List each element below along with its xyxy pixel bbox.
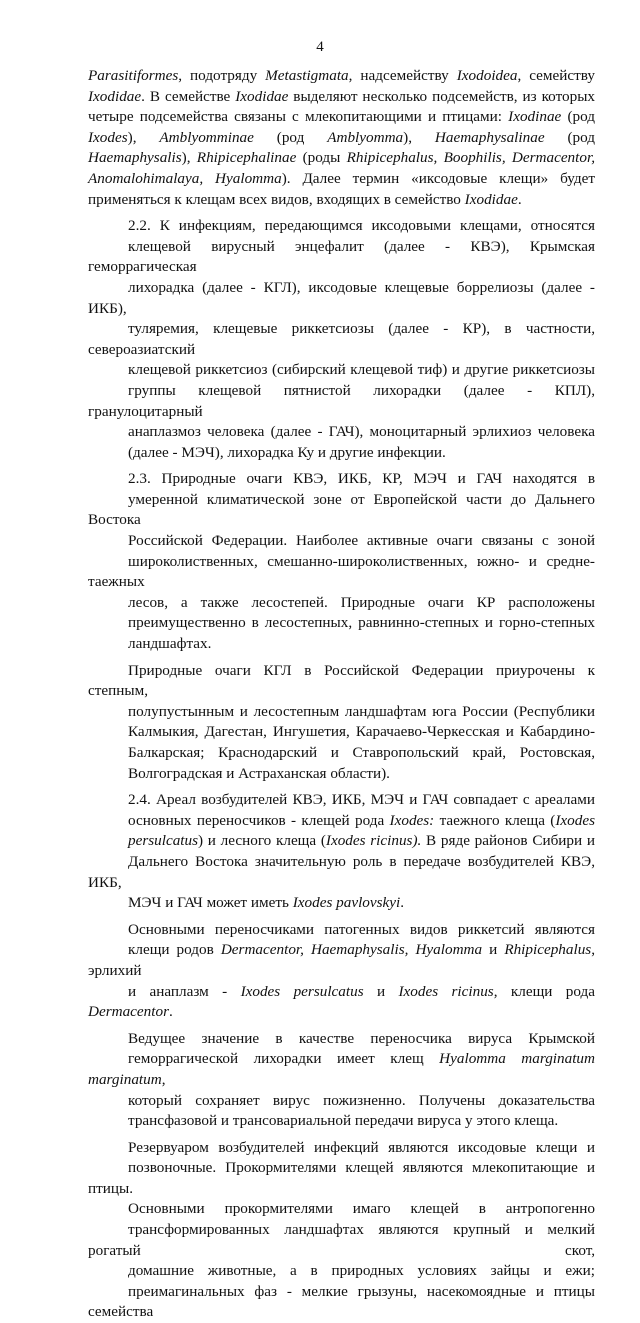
latin-term: Ixodes pavlovskyi xyxy=(292,894,401,912)
text-line xyxy=(88,190,595,211)
text-run: 2.4. Ареал возбудителей КВЭ, ИКБ, МЭЧ и ГАЧ совпадает с ареалами xyxy=(128,791,595,809)
text-run: (род xyxy=(544,128,595,146)
paragraph-2-4-range xyxy=(88,790,595,914)
text-run: МЭЧ и ГАЧ может иметь xyxy=(128,894,293,912)
text-run: . xyxy=(400,894,405,912)
text-line xyxy=(88,469,595,490)
paragraph-2-2-infections xyxy=(88,216,595,463)
text-run: ), xyxy=(403,128,435,146)
text-run: преимагинальных фаз - мелкие грызуны, насекомоядные и птицы семейства xyxy=(88,1282,595,1321)
text-run: туляремия, клещевые риккетсиозы (далее - КР), в частности, североазиатский xyxy=(88,320,595,358)
text-run: и анаплазм - xyxy=(128,982,241,1000)
text-line xyxy=(88,443,595,464)
text-run: . xyxy=(517,190,522,208)
text-line xyxy=(88,852,595,893)
text-run: трансформированных ландшафтах являются крупный и мелкий рогатый скот, xyxy=(88,1221,595,1259)
body-text xyxy=(88,66,595,1323)
text-run: , подотряду xyxy=(178,67,266,84)
text-run: преимущественно в лесостепных, равнинно-степных и горно-степных xyxy=(128,614,595,632)
text-run: позвоночные. Прокормителями клещей являются млекопитающие и птицы. xyxy=(88,1159,595,1197)
text-run: , семейству xyxy=(517,67,595,84)
text-line xyxy=(88,148,595,169)
latin-term: Ixodes xyxy=(555,811,596,829)
text-line xyxy=(88,381,595,422)
latin-term: Ixodes ricinus). xyxy=(325,832,422,850)
text-run: (далее - МЭЧ), лихорадка Ку и другие инфекции. xyxy=(128,443,446,461)
text-run: , клещи рода xyxy=(493,982,595,1000)
text-line xyxy=(88,702,595,723)
paragraph-reservoir xyxy=(88,1138,595,1323)
text-run: который сохраняет вирус пожизненно. Получены доказательства xyxy=(128,1091,595,1109)
text-line xyxy=(88,552,595,593)
text-line xyxy=(88,319,595,360)
latin-term: Ixodidae xyxy=(235,87,289,105)
text-line xyxy=(88,661,595,702)
text-run: лихорадка (далее - КГЛ), иксодовые клещевые боррелиозы (далее - ИКБ), xyxy=(88,278,595,317)
text-line xyxy=(88,1111,595,1132)
text-run: ), xyxy=(127,128,160,146)
text-line xyxy=(88,490,595,531)
text-line xyxy=(88,1282,595,1323)
text-line xyxy=(88,1091,595,1112)
latin-term: Rhipicephalus, Boophilis, Dermacentor, xyxy=(346,149,595,167)
text-run: таежного клеща ( xyxy=(434,811,556,829)
latin-term: Rhipicephalinae xyxy=(196,149,297,167)
text-line xyxy=(88,237,595,278)
text-run: анаплазмоз человека (далее - ГАЧ), моноцитарный эрлихиоз человека xyxy=(128,423,595,441)
text-line xyxy=(88,128,595,149)
text-run: полупустынным и лесостепным ландшафтам юга России (Республики xyxy=(128,702,595,720)
text-run: (род xyxy=(561,108,595,126)
text-line xyxy=(88,1220,595,1261)
text-line xyxy=(88,613,595,634)
latin-term: Parasitiformes xyxy=(88,67,179,84)
text-run: (род xyxy=(253,128,328,146)
paragraph-2-3-natural-foci xyxy=(88,469,595,654)
text-line xyxy=(88,1261,595,1282)
text-run: Дальнего Востока значительную роль в передаче возбудителей КВЭ, ИКБ, xyxy=(88,852,595,891)
text-line xyxy=(88,216,595,237)
text-run: и xyxy=(482,941,505,959)
latin-term: Dermacentor, Haemaphysalis, Hyalomma xyxy=(220,941,483,959)
text-run: группы клещевой пятнистой лихорадки (далее - КПЛ), гранулоцитарный xyxy=(88,381,595,420)
latin-term: Ixodidae xyxy=(88,87,142,105)
paragraph-kgl-vector xyxy=(88,1029,595,1132)
latin-term: Ixodes xyxy=(88,128,128,146)
text-run: Балкарская; Краснодарский и Ставропольский край, Ростовская, xyxy=(128,744,595,761)
text-line xyxy=(88,982,595,1023)
text-run: Калмыкия, Дагестан, Ингушетия, Карачаево-Черкесская и Кабардино- xyxy=(128,723,595,741)
latin-term: Dermacentor xyxy=(88,1003,169,1021)
latin-term: Ixodinae xyxy=(508,108,562,126)
text-run: умеренной климатической зоне от Европейской части до Дальнего Востока xyxy=(88,490,595,529)
text-run: и xyxy=(363,982,399,1000)
text-run: Основными прокормителями имаго клещей в антропогенно xyxy=(128,1200,595,1218)
text-line xyxy=(88,1049,595,1090)
text-run: четыре подсемейства связаны с млекопитающими и птицами: xyxy=(88,108,509,126)
text-line xyxy=(88,1158,595,1199)
text-run: 2.3. Природные очаги КВЭ, ИКБ, КР, МЭЧ и ГАЧ находятся в xyxy=(128,470,595,488)
text-run: . xyxy=(168,1003,173,1021)
text-run: ). Далее термин «иксодовые клещи» будет xyxy=(281,169,595,187)
text-line xyxy=(88,893,595,914)
paragraph-rickettsia-vectors xyxy=(88,920,595,1023)
text-line xyxy=(88,169,595,190)
text-run: , надсемейству xyxy=(348,67,457,84)
text-run: клещи родов xyxy=(128,941,221,959)
text-run: В ряде районов Сибири и xyxy=(421,832,596,850)
text-line xyxy=(88,940,595,981)
text-run: трансфазовой и трансовариальной передачи вируса у этого клеща. xyxy=(128,1112,559,1130)
text-run: Резервуаром возбудителей инфекций являются иксодовые клещи и xyxy=(128,1138,595,1156)
text-run: Ведущее значение в качестве переносчика вируса Крымской xyxy=(128,1029,595,1047)
latin-term: Hyalomma marginatum marginatum xyxy=(88,1050,595,1088)
text-line xyxy=(88,722,595,743)
text-line xyxy=(88,107,595,128)
latin-term: Haemaphysalis xyxy=(88,149,182,167)
text-run: применяться к клещам всех видов, входящих в семейство xyxy=(88,190,465,208)
latin-term: Ixodoidea xyxy=(456,67,518,84)
text-line xyxy=(88,831,595,852)
text-line xyxy=(88,764,595,785)
text-run: геморрагической лихорадки имеет клещ xyxy=(128,1050,440,1068)
latin-term: Ixodes ricinus xyxy=(398,982,494,1000)
text-line xyxy=(88,743,595,764)
text-run: ), xyxy=(181,149,197,167)
latin-term: Ixodes: xyxy=(389,811,435,829)
page-number: 4 xyxy=(316,39,324,55)
paragraph-taxonomy xyxy=(88,66,595,210)
latin-term: Rhipicephalus xyxy=(504,941,592,959)
text-run: домашние животные, а в природных условиях зайцы и ежи; xyxy=(128,1262,595,1280)
text-line xyxy=(88,1138,595,1159)
text-run: Природные очаги КГЛ в Российской Федерации приурочены к степным, xyxy=(88,661,595,700)
text-run: ландшафтах. xyxy=(128,635,212,653)
text-run: ) и лесного клеща ( xyxy=(198,832,326,850)
latin-term: Metastigmata xyxy=(265,67,349,84)
text-run: выделяют несколько подсемейств, из которых xyxy=(288,87,595,105)
text-line xyxy=(88,811,595,832)
text-run: Российской Федерации. Наиболее активные очаги связаны с зоной xyxy=(128,532,595,550)
text-run: , эрлихий xyxy=(88,941,595,979)
text-run: лесов, а также лесостепей. Природные очаги КР расположены xyxy=(128,593,595,611)
text-line xyxy=(88,920,595,941)
text-line xyxy=(88,278,595,319)
text-run: клещевой вирусный энцефалит (далее - КВЭ), Крымская геморрагическая xyxy=(88,237,595,276)
text-line xyxy=(88,66,595,87)
latin-term: Ixodes persulcatus xyxy=(240,982,364,1000)
latin-term: Ixodidae xyxy=(464,190,518,208)
latin-term: Anomalohimalaya, Hyalomma xyxy=(88,169,282,187)
text-line xyxy=(88,87,595,108)
text-run: Основными переносчиками патогенных видов риккетсий являются xyxy=(128,920,595,938)
text-line xyxy=(88,593,595,614)
text-run: Волгоградская и Астраханская области). xyxy=(128,764,390,782)
text-run: , xyxy=(161,1070,166,1088)
text-line xyxy=(88,790,595,811)
text-run: 2.2. К инфекциям, передающимся иксодовыми клещами, относятся xyxy=(128,217,595,235)
text-run: широколиственных, смешанно-широколиственных, южно- и средне-таежных xyxy=(88,552,595,591)
latin-term: Amblyomma xyxy=(327,128,404,146)
text-line xyxy=(88,360,595,381)
latin-term: persulcatus xyxy=(128,832,199,850)
paragraph-kgl-foci xyxy=(88,661,595,785)
text-run: . В семействе xyxy=(141,87,236,105)
text-line xyxy=(88,531,595,552)
text-line xyxy=(88,1029,595,1050)
text-run: клещевой риккетсиоз (сибирский клещевой тиф) и другие риккетсиозы xyxy=(128,361,595,379)
text-run: (роды xyxy=(296,149,347,167)
text-line xyxy=(88,634,595,655)
latin-term: Haemaphysalinae xyxy=(434,128,545,146)
text-line xyxy=(88,422,595,443)
text-run: основных переносчиков - клещей рода xyxy=(128,811,390,829)
latin-term: Amblyomminae xyxy=(159,128,254,146)
text-line xyxy=(88,1199,595,1220)
